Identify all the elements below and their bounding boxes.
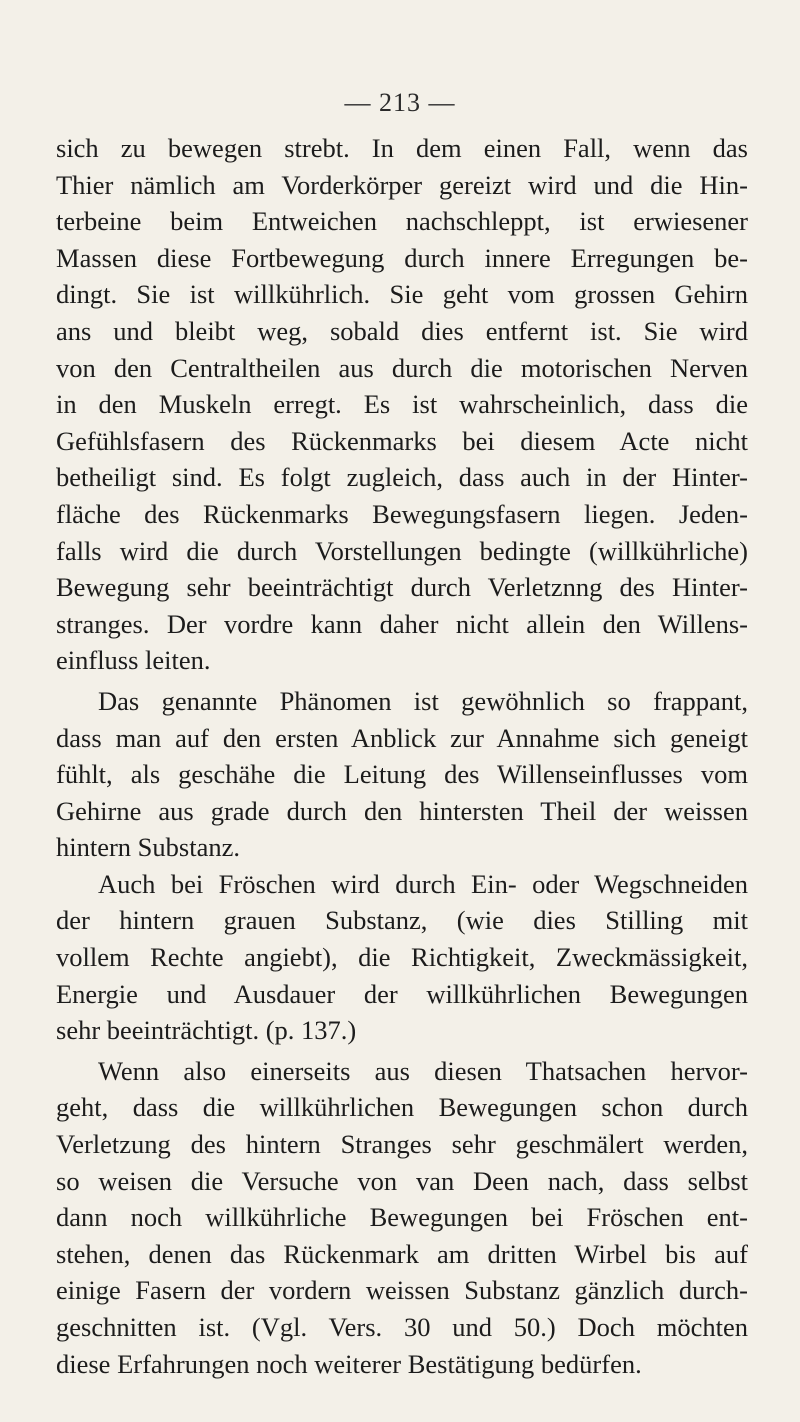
body-text: [56, 130, 748, 1382]
text-line: dingt. Sie ist willkührlich. Sie geht vom grossen Gehirn: [56, 279, 748, 310]
text-line: einfluss leiten.: [56, 645, 211, 676]
text-line: betheiligt sind. Es folgt zugleich, dass auch in der Hinter-: [56, 462, 748, 493]
text-line: so weisen die Versuche von van Deen nach, dass selbst: [56, 1165, 748, 1196]
text-line: Auch bei Fröschen wird durch Ein- oder Wegschneiden: [98, 868, 748, 899]
text-line: dass man auf den ersten Anblick zur Annahme sich geneigt: [56, 722, 748, 753]
text-line: fläche des Rückenmarks Bewegungsfasern liegen. Jeden-: [56, 498, 748, 529]
text-line: geschnitten ist. (Vgl. Vers. 30 und 50.) Doch möchten: [56, 1312, 748, 1342]
text-line: stranges. Der vordre kann daher nicht allein den Willens-: [56, 608, 748, 639]
text-line: sehr beeinträchtigt. (p. 137.): [56, 1015, 357, 1046]
text-line: sich zu bewegen strebt. In dem einen Fall, wenn das: [56, 133, 748, 163]
text-line: Gefühlsfasern des Rückenmarks bei diesem Acte nicht: [56, 425, 748, 456]
paragraph-3: [56, 866, 748, 1049]
paragraph-1: [56, 130, 748, 679]
text-line: diese Erfahrungen noch weiterer Bestätigung bedürfen.: [56, 1348, 642, 1379]
text-line: Thier nämlich am Vorderkörper gereizt wird und die Hin-: [56, 169, 748, 200]
text-line: Wenn also einerseits aus diesen Thatsachen hervor-: [98, 1055, 748, 1086]
text-line: dann noch willkührliche Bewegungen bei Fröschen ent-: [56, 1202, 748, 1233]
text-line: in den Muskeln erregt. Es ist wahrscheinlich, dass die: [56, 389, 748, 420]
text-line: Bewegung sehr beeinträchtigt durch Verletznng des Hinter-: [56, 572, 748, 603]
text-line: hintern Substanz.: [56, 832, 240, 863]
text-line: geht, dass die willkührlichen Bewegungen schon durch: [56, 1092, 748, 1123]
text-line: Energie und Ausdauer der willkührlichen Bewegungen: [56, 978, 748, 1009]
text-line: vollem Rechte angiebt), die Richtigkeit, Zweckmässigkeit,: [56, 942, 748, 973]
text-line: Verletzung des hintern Stranges sehr geschmälert werden,: [56, 1129, 748, 1160]
paragraph-4: [56, 1053, 748, 1382]
text-line: fühlt, als geschähe die Leitung des Willenseinflusses vom: [56, 759, 748, 790]
page-number: — 213 —: [344, 88, 456, 117]
paragraph-2: [56, 683, 748, 866]
text-line: Gehirne aus grade durch den hintersten Theil der weissen: [56, 795, 748, 826]
text-line: falls wird die durch Vorstellungen bedingte (willkührliche): [56, 535, 748, 566]
text-line: einige Fasern der vordern weissen Substanz gänzlich durch-: [56, 1275, 748, 1306]
text-line: Das genannte Phänomen ist gewöhnlich so frappant,: [98, 685, 748, 716]
text-line: von den Centraltheilen aus durch die motorischen Nerven: [56, 352, 748, 383]
text-line: ans und bleibt weg, sobald dies entfernt ist. Sie wird: [56, 315, 748, 346]
text-line: stehen, denen das Rückenmark am dritten Wirbel bis auf: [56, 1238, 748, 1269]
text-line: der hintern grauen Substanz, (wie dies Stilling mit: [56, 905, 748, 936]
text-line: Massen diese Fortbewegung durch innere Erregungen be-: [56, 242, 748, 273]
text-line: terbeine beim Entweichen nachschleppt, ist erwiesener: [56, 206, 748, 237]
